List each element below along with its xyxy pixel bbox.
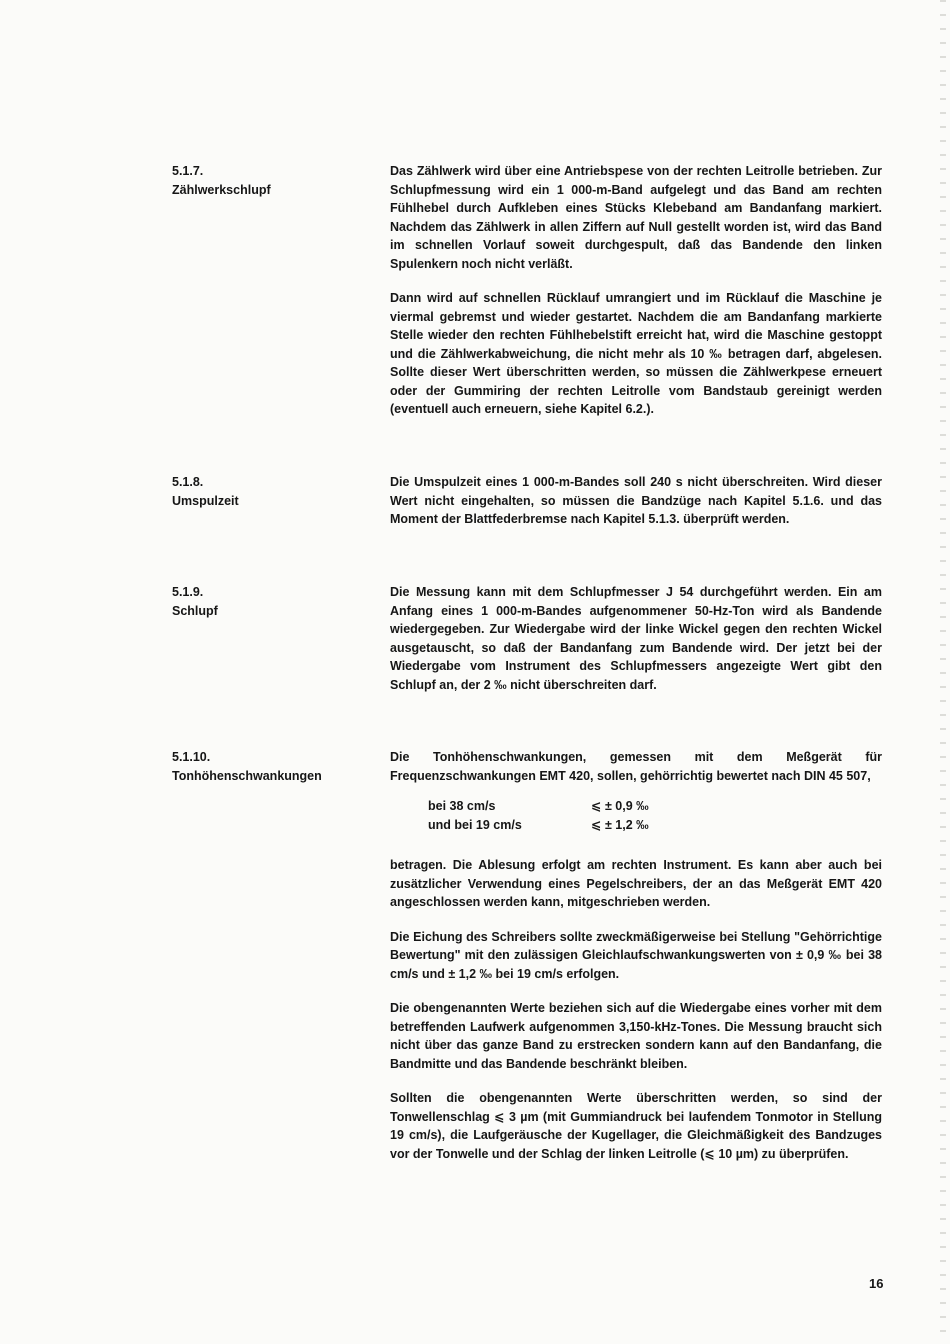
paragraph: Die Umspulzeit eines 1 000-m-Bandes soll 240 s nicht überschreiten. Wird dieser Wert nicht eingehalten, so müssen die Bandzüge nach Kapitel 5.1.6. und das Moment der Blattfederbremse nach Kapitel 5.1.3. überprüft werden. — [390, 475, 882, 526]
page-number: 16 — [869, 1276, 884, 1291]
spec-value: ⩽ ± 0,9 ‰ — [591, 799, 649, 813]
paragraph: Sollten die obengenannten Werte überschritten werden, so sind der Tonwellenschlag ⩽ 3 µm (mit Gummiandruck bei laufendem Tonmotor in Stellung 19 cm/s), die Laufgeräusche der Kugellager, die Gleichmäßigkeit des Bandzuges vor der Tonwelle und der Schlag der linken Leitrolle (⩽ 10 µm) zu überprüfen. — [390, 1091, 882, 1161]
section-heading — [172, 583, 372, 620]
paragraph: Das Zählwerk wird über eine Antriebspese von der rechten Leitrolle betrieben. Zur Schlupfmessung wird ein 1 000-m-Band aufgelegt und das Band am rechten Fühlhebel durch Aufkleben eines Stücks Klebeband am Bandanfang markiert. Nachdem das Zählwerk in allen Ziffern auf Null gestellt worden ist, wird das Band im schnellen Vorlauf soweit durchgespult, daß das Bandende den linken Spulenkern noch nicht verläßt. — [390, 164, 882, 271]
section-number: 5.1.7. — [172, 164, 204, 178]
paragraph: Die Messung kann mit dem Schlupfmesser J 54 durchgeführt werden. Ein am Anfang eines 1 000-m-Bandes aufgenommener 50-Hz-Ton wird als Bandende wiedergegeben. Zur Wiedergabe wird der linke Wickel gegen den rechten Wickel ausgetauscht, so daß der Bandanfang zum Bandende wird. Der jetzt bei der Wiedergabe vom Instrument des Schlupfmessers angezeigte Wert gibt den Schlupf an, der 2 ‰ nicht überschreiten darf. — [390, 585, 882, 692]
spec-label: und bei 19 cm/s — [428, 817, 522, 832]
paragraph: betragen. Die Ablesung erfolgt am rechten Instrument. Es kann aber auch bei zusätzlicher Verwendung eines Pegelschreibers, der an das Meßgerät EMT 420 angeschlossen werden kann, mitgeschrieben werden. — [390, 858, 882, 909]
spec-row — [428, 797, 882, 816]
paragraph: Die obengenannten Werte beziehen sich auf die Wiedergabe eines vorher mit dem betreffenden Laufwerk aufgenommen 3,150-kHz-Tones. Die Messung braucht sich nicht über das ganze Band zu erstrecken sondern kann auf den Bandanfang, die Bandmitte und das Bandende beschränkt bleiben. — [390, 1001, 882, 1071]
spec-value: ⩽ ± 1,2 ‰ — [591, 817, 649, 832]
section-title: Tonhöhenschwankungen — [172, 768, 322, 783]
section-title: Umspulzeit — [172, 493, 239, 508]
section-body — [390, 473, 882, 529]
speed-spec-table — [428, 797, 882, 834]
section-number: 5.1.10. — [172, 750, 211, 764]
section-heading — [172, 473, 372, 510]
paragraph: Dann wird auf schnellen Rücklauf umrangiert und im Rücklauf die Maschine je viermal gebremst und wieder gestartet. Nachdem die am Bandanfang markierte Stelle wieder den rechten Fühlhebelstift erreicht hat, wird die Maschine gestoppt und die Zählwerkabweichung, die nicht mehr als 10 ‰ betragen darf, abgelesen. Sollte dieser Wert überschritten werden, so müssen die Zählwerkpese erneuert oder der Gummiring der rechten Leitrolle vom Bandstaub gereinigt werden (eventuell auch erneuern, siehe Kapitel 6.2.). — [390, 291, 882, 416]
spec-label: bei 38 cm/s — [428, 799, 496, 813]
paragraph: Die Eichung des Schreibers sollte zweckmäßigerweise bei Stellung "Gehörrichtige Bewertung" mit den zulässigen Gleichlaufschwankungswerten von ± 0,9 ‰ bei 38 cm/s und ± 1,2 ‰ bei 19 cm/s erfolgen. — [390, 929, 882, 981]
section-title: Schlupf — [172, 603, 218, 618]
scan-edge-decoration — [940, 0, 946, 1344]
section-heading — [172, 162, 372, 199]
section-body — [390, 748, 882, 1163]
spec-row — [428, 816, 882, 835]
section-number: 5.1.8. — [172, 475, 204, 489]
section-heading — [172, 748, 372, 785]
section-number: 5.1.9. — [172, 585, 204, 599]
section-body — [390, 583, 882, 694]
section-title: Zählwerkschlupf — [172, 182, 271, 197]
paragraph-intro: Die Tonhöhenschwankungen, gemessen mit dem Meßgerät für Frequenzschwankungen EMT 420, sollen, gehörrichtig bewertet nach DIN 45 507, — [390, 750, 882, 783]
section-body — [390, 162, 882, 419]
